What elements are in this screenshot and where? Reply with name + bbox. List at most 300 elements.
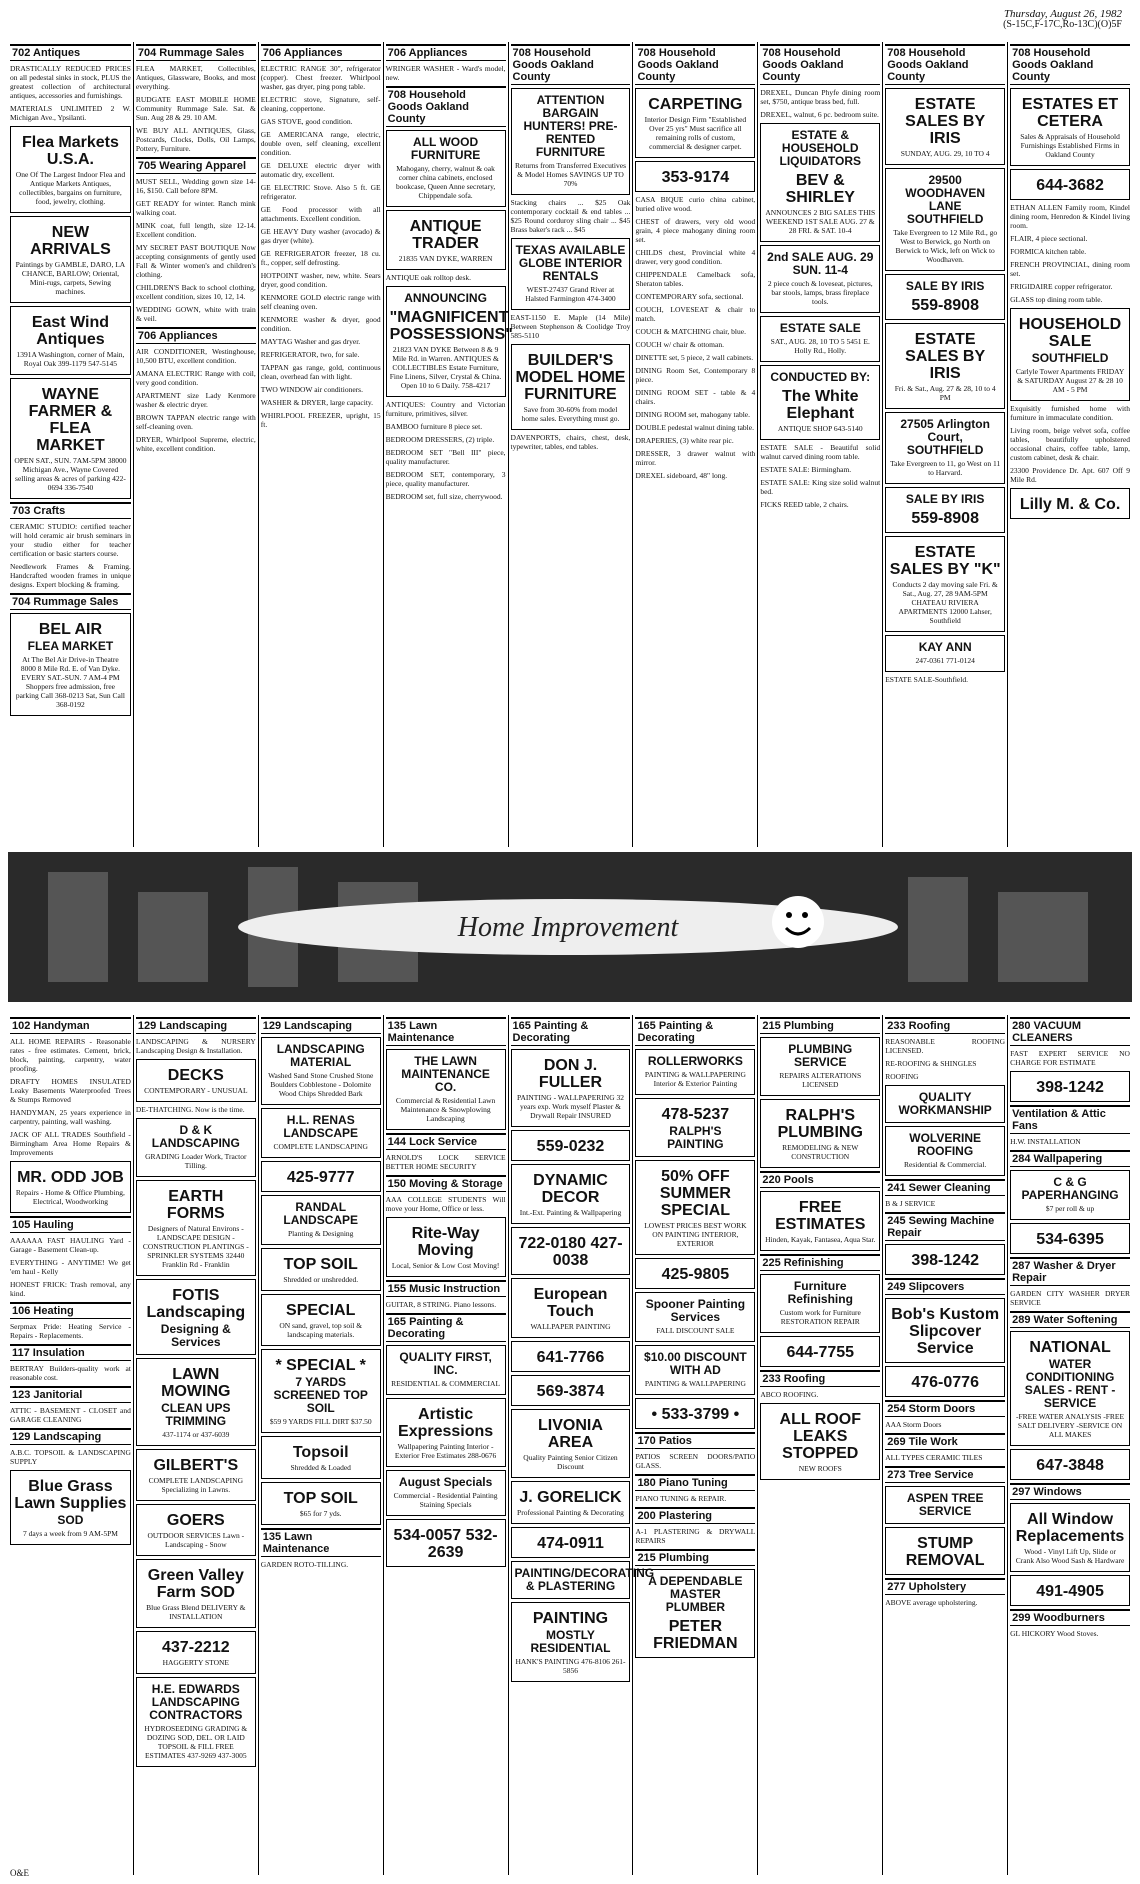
section-heading: 287 Washer & Dryer Repair [1010,1257,1130,1286]
ad-subheading: CONDUCTED BY: [770,370,871,384]
section-heading: 106 Heating [10,1302,131,1319]
ad-body: ABOVE average upholstering. [885,1598,978,1607]
ad-subheading: August Specials [398,1475,493,1489]
ad-body: 1391A Washington, corner of Main, Royal Oak 399-1179 547-5145 [16,350,125,368]
classified-ad [136,95,256,122]
ad-body: FAST EXPERT SERVICE NO CHARGE FOR ESTIMATE [1010,1049,1130,1067]
classified-ad [261,350,381,359]
ad-body: Professional Painting & Decorating [517,1508,624,1517]
ad-headline: FOTIS Landscaping [146,1287,246,1321]
classified-ad [1010,404,1130,422]
classified-ad [511,88,631,195]
ad-subheading: CLEAN UPS TRIMMING [161,1401,231,1428]
ad-body: Sales & Appraisals of Household Furnishings Established Firms in Oakland County [1020,132,1120,159]
ad-body: LANDSCAPING & NURSERY Landscaping Design & Installation. [135,1037,256,1055]
ad-subheading: TEXAS AVAILABLE GLOBE INTERIOR RENTALS [515,243,626,283]
ad-body: FLEA MARKET, Collectibles, Antiques, Glassware, Books, and most everything. [135,64,256,91]
classified-ad [136,1677,256,1767]
section-heading: 129 Landscaping [10,1428,131,1445]
ad-body: 21835 VAN DYKE, WARREN [398,254,493,263]
ad-headline: ESTATE SALES BY "K" [889,544,1001,578]
classified-ad [261,1195,381,1245]
classified-ad [10,1108,131,1126]
classified-ad [261,1436,381,1479]
ad-headline: RALPH'S PLUMBING [777,1107,863,1141]
classified-ad [386,492,506,501]
ad-body: GET READY for winter. Ranch mink walking coat. [135,199,256,217]
ad-body: AAAAAA FAST HAULING Yard - Garage - Basement Clean-up. [10,1236,131,1254]
classified-ad [1010,466,1130,484]
section-heading: 704 Rummage Sales [136,44,256,61]
ad-body: Int.-Ext. Painting & Wallpapering [519,1208,622,1217]
classified-column [383,1015,508,1875]
classified-ad [760,465,880,474]
classified-ad [386,286,513,397]
classified-ad [885,1366,1005,1397]
ad-body: MUST SELL, Wedding gown size 14-16, $150. Call before 8PM. [135,177,256,195]
classified-column [632,1015,757,1875]
classified-ad [261,1161,381,1192]
ad-headline: 559-0232 [536,1138,605,1155]
ad-headline: East Wind Antiques [31,314,110,348]
classified-ad [760,1099,880,1168]
classified-ad [136,435,256,453]
classified-column [258,1015,383,1875]
section-heading: Ventilation & Attic Fans [1010,1105,1130,1134]
classified-ad [1010,260,1130,278]
ad-body: DREXEL sideboard, 48" long. [635,471,728,480]
ad-body: EAST-1150 E. Maple (14 Mile) Between Stephenson & Coolidge Troy 585-5110 [510,313,631,340]
ad-headline: 647-3848 [1036,1457,1104,1474]
ad-body: WE BUY ALL ANTIQUES, Glass, Postcards, Clocks, Dolls, Oil Lamps, Pottery, Furniture. [135,126,256,153]
ad-subheading: SALE BY IRIS [905,279,985,293]
classified-ad [10,1470,131,1545]
classified-ad [635,423,755,432]
ad-body: Local, Senior & Low Cost Moving! [391,1261,500,1270]
classified-ad [1010,308,1130,401]
classified-ad [760,365,880,440]
classified-ad [1010,1503,1130,1572]
ad-body: GUITAR, 8 STRING. Piano lessons. [385,1300,497,1309]
classified-ad [635,1569,755,1658]
section-heading: 117 Insulation [10,1344,131,1361]
ad-body: COMPLETE LANDSCAPING Specializing in Lawns. [148,1476,243,1494]
classified-ad [760,1403,880,1480]
classified-ad [511,1341,631,1372]
classified-ad [386,1217,506,1277]
ad-body: GE HEAVY Duty washer (avocado) & gas dryer (white). [260,227,381,245]
ad-subheading: FLEA MARKET [27,639,114,653]
ad-body: AIR CONDITIONER, Westinghouse, 10,500 BTU, excellent condition. [135,347,256,365]
classified-ad [635,410,755,419]
ad-body: ALL TYPES CERAMIC TILES [885,1453,983,1462]
section-heading: 241 Sewer Cleaning [885,1179,1005,1196]
ad-headline: 476-0776 [911,1374,979,1391]
classified-ad [136,1037,256,1055]
ad-body: RE-ROOFING & SHINGLES [885,1059,977,1068]
ad-headline: TOP SOIL [283,1490,358,1507]
ad-headline: EARTH FORMS [166,1188,225,1222]
ad-body: DINING Room Set, Contemporary 8 piece. [635,366,756,384]
ad-headline: European Touch [533,1286,608,1320]
classified-ad [885,323,1005,409]
ad-body: DRASTICALLY REDUCED PRICES on all pedestal sinks in stock, PLUS the greatest collection of architectural antiques, accessories and furnishings. [10,64,131,100]
ad-body: Shredded or unshredded. [283,1275,359,1284]
classified-ad [760,1336,880,1367]
ad-body: Exquisitly furnished home with furniture in immaculate condition. [1010,404,1130,422]
classified-ad [1010,1575,1130,1606]
ad-body: FICKS REED table, 2 chairs. [760,500,849,509]
ad-headline: LIVONIA AREA [538,1417,603,1451]
classified-ad [885,1486,1005,1524]
ad-headline: "MAGNIFICENT POSSESSIONS" [389,309,513,343]
ad-body: DE-THATCHING. Now is the time. [135,1105,245,1114]
classified-ad [885,487,1005,533]
ad-body: MAYTAG Washer and gas dryer. [260,337,361,346]
ad-body: GE AMERICANA range, electric, double oven, self cleaning, excellent condition. [260,130,381,157]
ad-body: Returns from Transferred Executives & Model Homes SAVINGS UP TO 70% [514,161,626,188]
ad-body: A-1 PLASTERING & DRYWALL REPAIRS [635,1527,756,1545]
ad-headline: BEV & SHIRLEY [785,172,855,206]
ad-headline: 722-0180 427-0038 [518,1235,623,1269]
ad-subheading: KAY ANN [918,640,972,654]
classified-ad [386,210,506,270]
classified-column [8,42,133,847]
ad-body: REPAIRS ALTERATIONS LICENSED [779,1071,862,1089]
ad-body: Living room, beige velvet sofa, coffee tables, beautifully upholstered occasional chairs, coffee table, lamp, custom cabinet, desk & chair. [1010,426,1130,462]
ad-subheading: H.L. RENAS LANDSCAPE [283,1113,359,1140]
classified-ad [261,1108,381,1158]
classified-ad [635,305,755,323]
ad-body: COUCH, LOVESEAT & chair to match. [635,305,756,323]
ad-body: Serpmax Pride: Heating Service - Repairs - Replacements. [10,1322,131,1340]
ad-body: BAMBOO furniture 8 piece set. [385,422,483,431]
classified-ad [511,198,631,234]
classified-ad [1010,1449,1130,1480]
ad-body: COUCH & MATCHING chair, blue. [635,327,746,336]
ad-body: Save from 30-60% from model home sales. Everything must go. [521,405,620,423]
ad-headline: GOERS [166,1512,225,1529]
ad-body: ETHAN ALLEN Family room, Kindel dining room, Henredon & Kindel living room. [1010,203,1130,230]
ad-body: TWO WINDOW air conditioners. [260,385,363,394]
ad-body: ALL HOME REPAIRS - Reasonable rates - free estimates. Cement, brick, block, painting, carpentry, water proofing. [10,1037,131,1073]
classified-ad [386,400,506,418]
ad-headline: 559-8908 [911,510,979,527]
ad-body: REASONABLE ROOFING LICENSED. [885,1037,1006,1055]
ad-body: CERAMIC STUDIO: certified teacher will hold ceramic air brush seminars in your studio either for teacher certification or basic starters course. [10,522,131,558]
ad-body: MATERIALS UNLIMITED 2 W. Michigan Ave., Ypsilanti. [10,104,131,122]
classified-ad [10,1258,131,1276]
ad-headline: ESTATES ET CETERA [1021,96,1119,130]
ad-subheading: ESTATE & HOUSEHOLD LIQUIDATORS [779,128,862,168]
ad-headline: Bob's Kustom Slipcover Service [891,1306,1000,1357]
classified-ad [760,316,880,362]
ad-headline: 425-9805 [661,1266,730,1283]
classified-ad [635,471,755,480]
ad-headline: LAWN MOWING [161,1366,231,1400]
classified-ad [760,1191,880,1251]
classified-ad [261,227,381,245]
ad-body: FALL DISCOUNT SALE [656,1326,735,1335]
ad-subheading: ASPEN TREE SERVICE [906,1491,984,1518]
section-heading: 289 Water Softening [1010,1311,1130,1328]
banner-title: Home Improvement [457,912,679,943]
classified-ad [885,1453,1005,1462]
classified-ad [511,1602,631,1682]
classified-ad [511,1561,655,1599]
classified-ad [386,1470,506,1516]
ad-body: WRINGER WASHER - Ward's model, new. [385,64,506,82]
classified-ad [511,1049,631,1127]
classified-ad [386,130,506,207]
classified-ad [885,1298,1005,1363]
classified-ad [511,238,631,310]
ad-body: Repairs - Home & Office Plumbing, Electrical, Woodworking [15,1188,125,1206]
ad-headline: * SPECIAL * [275,1357,366,1374]
ad-headline: 491-4905 [1036,1583,1104,1600]
ad-subheading: ESTATE SALE [779,321,861,335]
ad-subheading: WATER CONDITIONING SALES - RENT - SERVICE [1024,1357,1116,1410]
ad-body: GLASS top dining room table. [1010,295,1103,304]
classified-ad [635,1398,755,1429]
ad-body: 23300 Providence Dr. Apt. 607 Off 9 Mile Rd. [1010,466,1130,484]
ad-headline: MR. ODD JOB [17,1169,124,1186]
classified-ad [136,305,256,323]
classified-ad [136,1279,256,1355]
section-heading: 170 Patios [635,1432,755,1449]
ad-headline: Artistic Expressions [398,1406,494,1440]
ad-body: PATIOS SCREEN DOORS/PATIO GLASS. [635,1452,756,1470]
classified-top-band [8,42,1132,847]
classified-ad [1010,1629,1130,1638]
classified-column [882,1015,1007,1875]
classified-ad [635,327,755,336]
section-heading: 165 Painting & Decorating [386,1313,506,1342]
classified-ad [1010,295,1130,304]
section-heading: 155 Music Instruction [386,1280,506,1297]
classified-ad [10,1236,131,1254]
ad-body: GAS STOVE, good condition. [260,117,353,126]
classified-ad [511,1130,631,1161]
section-heading: 277 Upholstery [885,1578,1005,1595]
classified-ad [1010,1331,1130,1446]
ad-body: HYDROSEEDING GRADING & DOZING SOD, DEL. OR LAID TOPSOIL & FILL FREE ESTIMATES 437-9269 437-3005 [144,1724,248,1760]
ad-body: ELECTRIC stove, Signature, self-cleaning, coppertone. [260,95,381,113]
classified-ad [760,88,880,106]
classified-ad [386,1398,506,1467]
ad-body: Paintings by GAMBLE, DARO, LA CHANCE, BARLOW; Oriental, Mini-rugs, carpets, Sewing machines. [15,260,126,296]
classified-ad [635,1292,755,1342]
classified-ad [1010,426,1130,462]
classified-column [8,1015,133,1875]
ad-body: ELECTRIC RANGE 30", refrigerator (copper). Chest freezer. Whirlpool washer, gas dryer, ping pong table. [260,64,381,91]
ad-body: DRYER, Whirlpool Supreme, electric, white, excellent condition. [135,435,256,453]
classified-ad [261,293,381,311]
page-footer: O&E [10,1868,29,1878]
ad-body: WALLPAPER PAINTING [530,1322,611,1331]
ad-body: ESTATE SALE - Beautiful solid walnut carved dining room table. [760,443,881,461]
section-heading: 703 Crafts [10,502,131,519]
section-heading: 706 Appliances [386,44,506,61]
classified-ad [386,1049,506,1130]
section-heading: 705 Wearing Apparel [136,157,256,174]
classified-ad [10,306,131,375]
ad-body: PAINTING & WALLPAPERING Interior & Exterior Painting [644,1070,746,1088]
classified-ad [635,1258,755,1289]
ad-body: PAINTING - WALLPAPERING 32 years exp. Work myself Plaster & Drywall Repair INSURED [516,1093,624,1120]
ad-headline: 569-3874 [536,1383,605,1400]
section-heading: 708 Household Goods Oakland County [1010,44,1130,85]
ad-body: DAVENPORTS, chairs, chest, desk, typewriter, tables, end tables. [510,433,631,451]
ad-subheading: 7 YARDS SCREENED TOP SOIL [273,1375,368,1415]
page-date: Thursday, August 26, 1982 [1003,8,1122,20]
ad-headline: TOP SOIL [283,1256,358,1273]
classified-column [383,42,513,847]
classified-ad [261,205,381,223]
ad-body: GL HICKORY Wood Stoves. [1010,1629,1099,1638]
classified-ad [635,366,755,384]
ad-headline: NEW ARRIVALS [30,224,111,258]
classified-ad [885,1085,1005,1123]
ad-body: CASA BIQUE curio china cabinet, buried olive wood. [635,195,756,213]
ad-body: Take Evergreen to 12 Mile Rd., go West to Berwick, go North on Berwick to Wick, left on Wick to Woodhaven. [893,228,998,264]
classified-ad [10,1280,131,1298]
classified-ad [261,315,381,333]
ad-body: Interior Design Firm "Established Over 25 yrs" Must sacrifice all remaining rolls of custom, commercial & designer carpet. [644,115,747,151]
ad-body: DREXEL, walnut, 6 pc. bedroom suite. [760,110,879,119]
ad-body: BEDROOM DRESSERS, (2) triple. [385,435,495,444]
ad-headline: Green Valley Farm SOD [147,1567,244,1601]
classified-ad [1010,88,1130,166]
classified-ad [511,1278,631,1338]
ad-body: Fri. & Sat., Aug. 27 & 28, 10 to 4 PM [894,384,996,402]
ad-subheading: QUALITY WORKMANSHIP [898,1090,992,1117]
ad-body: PIANO TUNING & REPAIR. [635,1494,727,1503]
ad-subheading: 2nd SALE AUG. 29 SUN. 11-4 [767,250,874,277]
classified-ad [261,130,381,157]
ad-body: One Of The Largest Indoor Flea and Antique Markets Antiques, collectibles, bargains on furniture, food, jewelry, clothing. [15,170,126,206]
section-heading: 135 Lawn Maintenance [386,1017,506,1046]
ad-body: ESTATE SALE: King size solid walnut bed. [760,478,881,496]
section-heading: 249 Slipcovers [885,1278,1005,1295]
classified-ad [885,675,1005,684]
ad-subheading: A DEPENDABLE MASTER PLUMBER [648,1574,743,1614]
classified-ad [136,1180,256,1276]
section-heading: 269 Tile Work [885,1433,1005,1450]
ad-body: BEDROOM set, full size, cherrywood. [385,492,503,501]
ad-subheading: SOUTHFIELD [1031,351,1109,365]
classified-ad [885,1244,1005,1275]
ad-body: KENMORE washer & dryer, good condition. [260,315,381,333]
ad-body: $7 per roll & up [1045,1204,1095,1213]
ad-body: KENMORE GOLD electric range with self cleaning oven. [260,293,381,311]
ad-body: WASHER & DRYER, large capacity. [260,398,374,407]
classified-ad [386,1300,506,1309]
ad-body: DINETTE set, 5 piece, 2 wall cabinets. [635,353,754,362]
section-heading: 273 Tree Service [885,1466,1005,1483]
classified-ad [635,270,755,288]
section-heading: 215 Plumbing [635,1549,755,1566]
ad-body: At The Bel Air Drive-in Theatre 8000 8 Mile Rd. E. of Van Dyke. EVERY SAT.-SUN. 7 AM-4 PM Shoppers free admission, free parking Call 368-0213 Sat, Sun Call 368-0192 [15,655,126,709]
classified-ad [10,1322,131,1340]
classified-ad [1010,282,1130,291]
classified-ad [136,221,256,239]
section-heading: 233 Roofing [885,1017,1005,1034]
ad-body: RUDGATE EAST MOBILE HOME Community Rummage Sale. Sat. & Sun. Aug 28 & 29. 10 AM. [135,95,256,122]
classified-ad [136,1559,256,1628]
classified-ad [261,1294,381,1346]
section-heading: 708 Household Goods Oakland County [386,86,506,127]
classified-ad [10,64,131,100]
ad-body: FRENCH PROVINCIAL, dining room set. [1010,260,1130,278]
ad-body: APARTMENT size Lady Kenmore washer & electric dryer. [135,391,256,409]
ad-subheading: ROLLERWORKS [647,1054,743,1068]
ad-body: EVERYTHING - ANYTIME! We get 'em haul - Kelly [10,1258,131,1276]
classified-ad [136,1449,256,1501]
ad-body: Quality Painting Senior Citizen Discount [523,1453,618,1471]
ad-body: Custom work for Furniture RESTORATION REPAIR [779,1308,861,1326]
ad-body: GARDEN ROTO-TILLING. [260,1560,349,1569]
ad-body: 7 days a week from 9 AM-5PM [22,1529,118,1538]
section-heading: 225 Refinishing [760,1254,880,1271]
ad-body: Stacking chairs ... $25 Oak contemporary cocktail & end tables ... $25 Round corduroy sling chair ... $45 Brass baker's rack ... $45 [510,198,631,234]
ad-body: 21823 VAN DYKE Between 8 & 9 Mile Rd. in Warren. ANTIQUES & COLLECTIBLES Estate Furniture, Fine Linens, Silver, Crystal & China. Open 10 to 6 Daily. 758-4217 [389,345,502,390]
ad-body: Wallpapering Painting Interior - Exterior Free Estimates 288-0676 [394,1442,497,1460]
classified-column [258,42,383,847]
ad-body: $59 9 YARDS FILL DIRT $37.50 [269,1417,372,1426]
ad-headline: PETER FRIEDMAN [653,1618,738,1652]
classified-column [882,42,1007,847]
classified-ad [635,1098,755,1157]
classified-ad [261,161,381,179]
classified-ad [136,126,256,153]
classified-ad [1010,247,1130,256]
classified-ad [885,168,1005,271]
ad-headline: 425-9777 [286,1169,355,1186]
section-heading: 254 Storm Doors [885,1400,1005,1417]
classified-ad [885,1199,1005,1208]
ad-body: CONTEMPORARY sofa, sectional. [635,292,744,301]
ad-subheading: PAINTING/DECORATING & PLASTERING [514,1566,655,1593]
classified-ad [635,340,755,349]
classified-ad [885,1037,1005,1055]
ad-body: $65 for 7 yds. [299,1509,342,1518]
classified-ad [511,1227,631,1275]
classified-ad [10,562,131,589]
ad-body: NEW ROOFS [798,1464,842,1473]
classified-ad [635,1527,755,1545]
section-heading: 708 Household Goods Oakland County [760,44,880,85]
classified-ad [10,1161,131,1213]
classified-ad [885,1059,1005,1068]
ad-body: HANDYMAN, 25 years experience in carpentry, painting, wall washing. [10,1108,131,1126]
ad-body: REFRIGERATOR, two, for sale. [260,350,360,359]
classified-ad [386,448,506,466]
ad-subheading: THE LAWN MAINTENANCE CO. [401,1054,490,1094]
classified-ad [10,1448,131,1466]
ad-headline: 644-3682 [1036,177,1104,194]
ad-body: RESIDENTIAL & COMMERCIAL [391,1379,501,1388]
classified-ad [511,433,631,451]
classified-column [757,1015,882,1875]
ad-body: 2 piece couch & loveseat, pictures, bar stools, lamps, brass fireplace tools. [767,279,873,306]
ad-body: ANTIQUE oak rolltop desk. [385,273,472,282]
ad-body: GE ELECTRIC Stove. Also 5 ft. GE refrigerator. [260,183,381,201]
ad-body: BEDROOM SET "Bell III" piece, quality manufacturer. [385,448,506,466]
classified-ad [136,1105,256,1114]
classified-ad [760,1037,880,1096]
classified-bottom-band [8,1015,1132,1875]
